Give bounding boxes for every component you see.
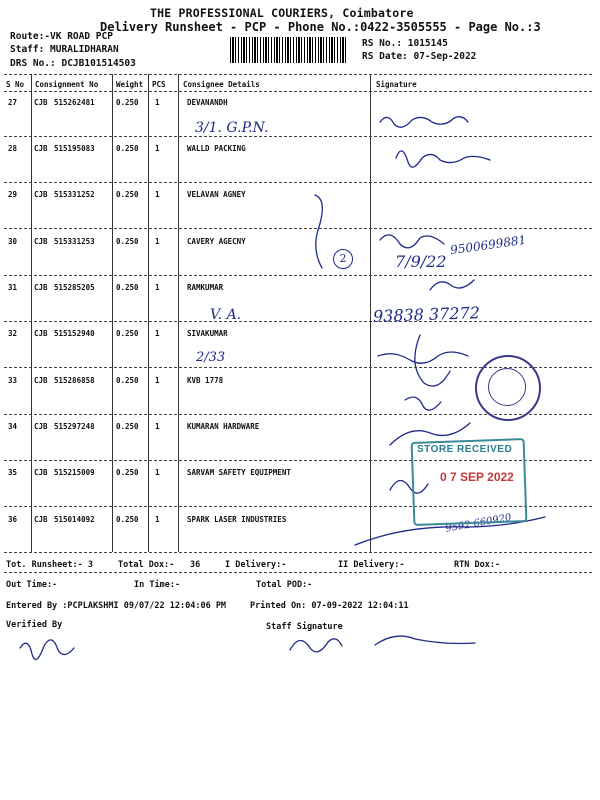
rs-date: RS Date: 07-Sep-2022	[362, 51, 477, 62]
row-weight: 0.250	[116, 283, 139, 292]
row-weight: 0.250	[116, 329, 139, 338]
rtn-dox: RTN Dox:-	[454, 560, 501, 570]
handwritten-date: 7/9/22	[395, 252, 447, 271]
handwritten-phone: 93838 37272	[372, 303, 481, 326]
row-cjb: CJB	[34, 98, 48, 107]
tot-runsheet: Tot. Runsheet:- 3	[6, 560, 93, 570]
row-consignee: RAMKUMAR	[187, 283, 224, 292]
row-cjb: CJB	[34, 515, 48, 524]
row-consignee: VELAVAN AGNEY	[187, 190, 246, 199]
row-cjb: CJB	[34, 237, 48, 246]
row-cjb: CJB	[34, 422, 48, 431]
row-sno: 32	[8, 329, 18, 338]
row-pcs: 1	[155, 468, 160, 477]
row-cjb: CJB	[34, 329, 48, 338]
verified-by-label: Verified By	[6, 620, 63, 630]
row-weight: 0.250	[116, 190, 139, 199]
route-label: Route:-VK ROAD PCP	[10, 31, 113, 42]
row-consignee: KUMARAN HARDWARE	[187, 422, 260, 431]
stamp-date: 0 7 SEP 2022	[440, 470, 514, 484]
row-consignee: DEVANANDH	[187, 98, 228, 107]
row-consignment: 515286858	[54, 376, 95, 385]
circled-number: 2	[333, 249, 353, 269]
row-sno: 33	[8, 376, 18, 385]
handwritten-note: 2/33	[196, 350, 226, 365]
col-pcs: PCS	[152, 80, 166, 89]
row-pcs: 1	[155, 515, 160, 524]
col-consignee: Consignee Details	[183, 80, 260, 89]
col-signature: Signature	[376, 80, 417, 89]
row-pcs: 1	[155, 422, 160, 431]
col-consignment: Consignment No	[35, 80, 99, 89]
handwritten-address: 3/1. G.P.N.	[195, 120, 269, 136]
row-pcs: 1	[155, 98, 160, 107]
row-consignment: 515331253	[54, 237, 95, 246]
row-cjb: CJB	[34, 376, 48, 385]
row-pcs: 1	[155, 144, 160, 153]
row-consignee: SIVAKUMAR	[187, 329, 228, 338]
stamp-received-label: STORE RECEIVED	[417, 444, 513, 455]
row-consignee: SARVAM SAFETY EQUIPMENT	[187, 468, 291, 477]
row-sno: 29	[8, 190, 18, 199]
total-pod: Total POD:-	[256, 580, 313, 590]
row-pcs: 1	[155, 329, 160, 338]
row-sno: 28	[8, 144, 18, 153]
handwritten-phone: 9592 660920	[444, 512, 513, 535]
row-sno: 34	[8, 422, 18, 431]
row-weight: 0.250	[116, 376, 139, 385]
row-consignment: 515285205	[54, 283, 95, 292]
row-weight: 0.250	[116, 468, 139, 477]
row-sno: 30	[8, 237, 18, 246]
col-weight: Weight	[116, 80, 144, 89]
staff-label: Staff: MURALIDHARAN	[10, 44, 119, 55]
row-weight: 0.250	[116, 422, 139, 431]
row-pcs: 1	[155, 190, 160, 199]
entered-by: Entered By :PCPLAKSHMI 09/07/22 12:04:06 PM	[6, 601, 227, 611]
row-weight: 0.250	[116, 515, 139, 524]
runsheet-subtitle: Delivery Runsheet - PCP - Phone No.:0422-3505555 - Page No.:3	[100, 20, 541, 34]
row-weight: 0.250	[116, 144, 139, 153]
row-weight: 0.250	[116, 98, 139, 107]
col-sno: S No	[6, 80, 25, 89]
row-cjb: CJB	[34, 144, 48, 153]
row-sno: 31	[8, 283, 18, 292]
i-delivery: I Delivery:-	[225, 560, 287, 570]
company-title: THE PROFESSIONAL COURIERS, Coimbatore	[150, 6, 414, 20]
row-sno: 36	[8, 515, 18, 524]
total-dox-value: 36	[190, 560, 201, 570]
row-consignment: 515297248	[54, 422, 95, 431]
row-pcs: 1	[155, 376, 160, 385]
row-consignment: 515331252	[54, 190, 95, 199]
row-sno: 27	[8, 98, 18, 107]
row-consignee: WALLD PACKING	[187, 144, 246, 153]
row-sno: 35	[8, 468, 18, 477]
row-cjb: CJB	[34, 190, 48, 199]
row-consignment: 515262481	[54, 98, 95, 107]
row-cjb: CJB	[34, 468, 48, 477]
footer-rule	[4, 572, 592, 573]
out-time: Out Time:-	[6, 580, 58, 590]
row-consignee: KVB 1778	[187, 376, 224, 385]
rs-number: RS No.: 1015145	[362, 38, 448, 49]
ii-delivery: II Delivery:-	[338, 560, 405, 570]
row-pcs: 1	[155, 237, 160, 246]
row-pcs: 1	[155, 283, 160, 292]
staff-signature-label: Staff Signature	[266, 622, 343, 632]
row-consignee: SPARK LASER INDUSTRIES	[187, 515, 287, 524]
handwritten-note: V. A.	[210, 307, 242, 323]
row-cjb: CJB	[34, 283, 48, 292]
handwritten-phone: 9500699881	[449, 232, 527, 258]
row-consignment: 515195083	[54, 144, 95, 153]
row-weight: 0.250	[116, 237, 139, 246]
in-time: In Time:-	[134, 580, 181, 590]
row-consignee: CAVERY AGECNY	[187, 237, 246, 246]
row-consignment: 515152940	[54, 329, 95, 338]
row-consignment: 515215009	[54, 468, 95, 477]
round-seal-inner	[488, 368, 526, 406]
row-consignment: 515014092	[54, 515, 95, 524]
drs-number: DRS No.: DCJB101514503	[10, 58, 136, 69]
total-dox-label: Total Dox:-	[118, 560, 175, 570]
printed-on: Printed On: 07-09-2022 12:04:11	[250, 601, 409, 611]
